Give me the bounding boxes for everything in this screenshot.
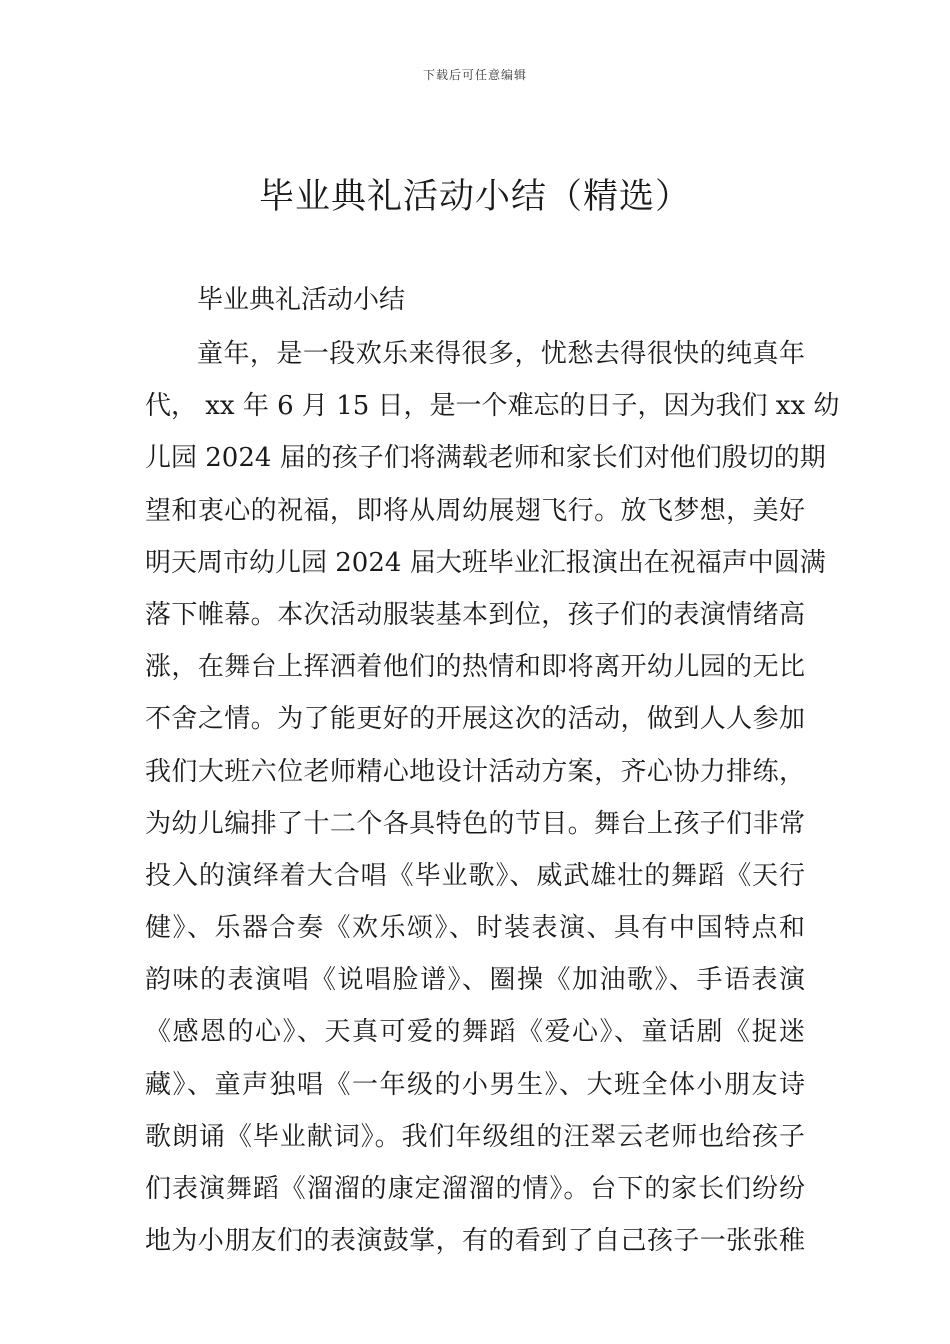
body-line: 藏》、童声独唱《一年级的小男生》、大班全体小朋友诗 <box>145 1069 805 1100</box>
body-line: 落下帷幕。本次活动服装基本到位，孩子们的表演情绪高 <box>145 599 805 630</box>
body-line: 地为小朋友们的表演鼓掌，有的看到了自己孩子一张张稚 <box>145 1226 805 1257</box>
body-line: 儿园 2024 届的孩子们将满载老师和家长们对他们殷切的期 <box>145 443 826 474</box>
body-line: 我们大班六位老师精心地设计活动方案，齐心协力排练， <box>145 756 805 787</box>
body-line: 歌朗诵《毕业献词》。我们年级组的汪翠云老师也给孩子 <box>145 1121 805 1152</box>
body-line: 们表演舞蹈《溜溜的康定溜溜的情》。台下的家长们纷纷 <box>145 1174 805 1204</box>
body-line: 童年，是一段欢乐来得很多，忧愁去得很快的纯真年 <box>197 339 805 369</box>
body-paragraph <box>145 328 840 1267</box>
body-line: 为幼儿编排了十二个各具特色的节目。舞台上孩子们非常 <box>145 808 805 839</box>
document-title: 毕业典礼活动小结（精选） <box>258 177 691 217</box>
body-line: 明天周市幼儿园 2024 届大班毕业汇报演出在祝福声中圆满 <box>145 547 826 578</box>
body-line: 韵味的表演唱《说唱脸谱》、圈操《加油歌》、手语表演 <box>145 965 805 996</box>
header-note: 下载后可任意编辑 <box>422 68 527 82</box>
body-line: 代， xx 年 6 月 15 日，是一个难忘的日子，因为我们 xx 幼 <box>145 391 840 422</box>
body-line: 涨，在舞台上挥洒着他们的热情和即将离开幼儿园的无比 <box>145 652 805 683</box>
document-subtitle: 毕业典礼活动小结 <box>197 285 406 315</box>
body-line: 望和衷心的祝福，即将从周幼展翅飞行。放飞梦想，美好 <box>145 495 805 526</box>
body-line: 《感恩的心》、天真可爱的舞蹈《爱心》、童话剧《捉迷 <box>145 1017 805 1048</box>
body-line: 健》、乐器合奏《欢乐颂》、时装表演、具有中国特点和 <box>145 913 805 944</box>
body-line: 不舍之情。为了能更好的开展这次的活动，做到人人参加 <box>145 704 805 735</box>
body-line: 投入的演绎着大合唱《毕业歌》、威武雄壮的舞蹈《天行 <box>145 860 805 891</box>
